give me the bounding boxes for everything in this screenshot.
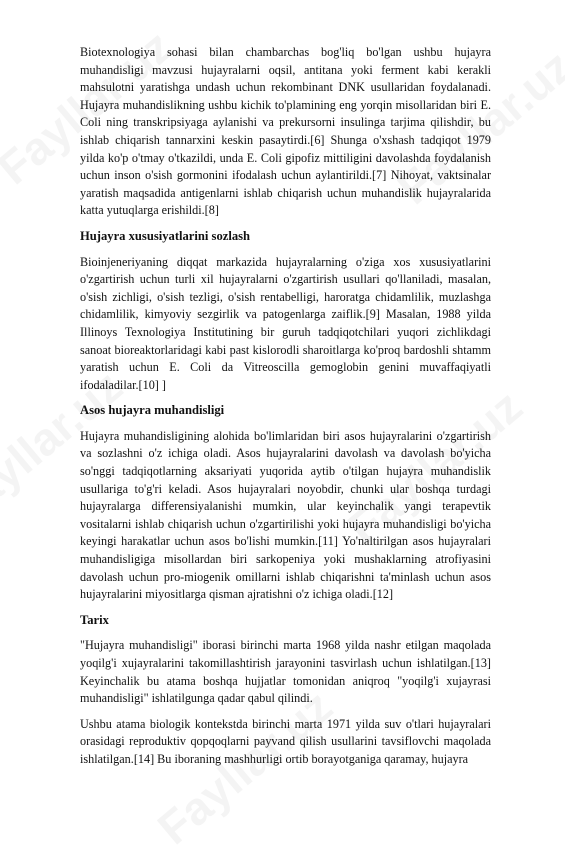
paragraph: Biotexnologiya sohasi bilan chambarchas bog'liq bo'lgan ushbu hujayra muhandisligi mavzusi hujayralarni oqsil, antitana yoki ferment kabi kerakli mahsulotni yaratishga undash uchun rekombinant DNK usullaridan foydalanadi. Hujayra muhandislikning ushbu kichik to'plamining eng yorqin misollaridan biri E. Coli ning transkripsiyaga aylanishi va prekursorni insulinga tarjima qilishdir, bu ishlab chiqarish tannarxini keskin pasaytirdi.[6] Shunga o'xshash tadqiqot 1979 yilda ko'p o'tmay o'tkazildi, unda E. Coli gipofiz mittiligini davolashda foydalanish uchun inson o'sish gormonini ifodalash uchun aylantirildi.[7] Nihoyat, vaktsinalar yaratish maqsadida antigenlarni ishlab chiqarish uchun muhandislik hujayralarida katta yutuqlarga erishildi.[8]: [80, 45, 491, 218]
paragraph: Ushbu atama biologik kontekstda birinchi marta 1971 yilda suv o'tlari hujayralari orasidagi reproduktiv qopqoqlarni payvand qilish usullarini tavsiflovchi maqolada ishlatilgan.[14] Bu iboraning mashhurligi ortib borayotganiga qaramay, hujayra: [80, 716, 491, 766]
section-heading: Asos hujayra muhandisligi: [80, 403, 225, 418]
document-body: [80, 44, 491, 777]
paragraph: "Hujayra muhandisligi" iborasi birinchi marta 1968 yilda nashr etilgan maqolada yoqilg'i xujayralarini takomillashtirish jarayonini tasvirlash uchun ishlatilgan.[13] Keyinchalik bu atama boshqa hujjatlar tomonidan aniqroq "yoqilg'i xujayrasi muhandisligi" ishlatilgunga qadar qabul qilindi.: [80, 638, 491, 706]
section-heading: Tarix: [80, 612, 109, 627]
paragraph: Hujayra muhandisligining alohida bo'limlaridan biri asos hujayralarini o'zgartirish va sozlashni o'z ichiga oladi. Asos hujayralarini davolash va davolash bo'yicha so'nggi tadqiqotlarning aksariyati yuqorida aytib o'tilgan hujayra muhandislik usullariga to'g'ri keladi. Asos hujayralari noyobdir, chunki ular boshqa turdagi hujayralarga differensiyalanishi mumkin, ular keyinchalik yangi terapevtik vositalarni ishlab chiqarish uchun o'zgartirilishi yoki hujayra muhandisligi bo'yicha keyingi harakatlar uchun asos bo'lishi mumkin.[11] Yo'naltirilgan asos hujayralari muhandisligiga misollardan biri sarkopeniya yoki mushaklarning atrofiyasini davolash uchun pro-miogenik omillarni ishlab chiqarishni ta'minlash uchun asos hujayralarini miyositlarga qisman ajratishni o'z ichiga oladi.[12]: [80, 428, 491, 602]
section-heading: Hujayra xususiyatlarini sozlash: [80, 228, 251, 243]
paragraph: Bioinjeneriyaning diqqat markazida hujayralarning o'ziga xos xususiyatlarini o'zgartirish uchun turli xil hujayralarni o'zgartirish usullari qo'llaniladi, masalan, o'sish zichligi, o'sish tezligi, o'sish rentabelligi, haroratga chidamlilik, muzlashga chidamlilik, kimyoviy sezgirlik va patogenlarga zaiflik.[9] Masalan, 1988 yilda Illinoys Texnologiya Institutining bir guruh tadqiqotchilari yuqori zichlikdagi sanoat bioreaktorlaridagi kabi past kislorodli sharoitlarga ko'proq bardoshli shtamm yaratish uchun E. Coli da Vitreoscilla gemoglobin genini muvaffaqiyatli ifodaladilar.[10] ]: [80, 254, 491, 392]
